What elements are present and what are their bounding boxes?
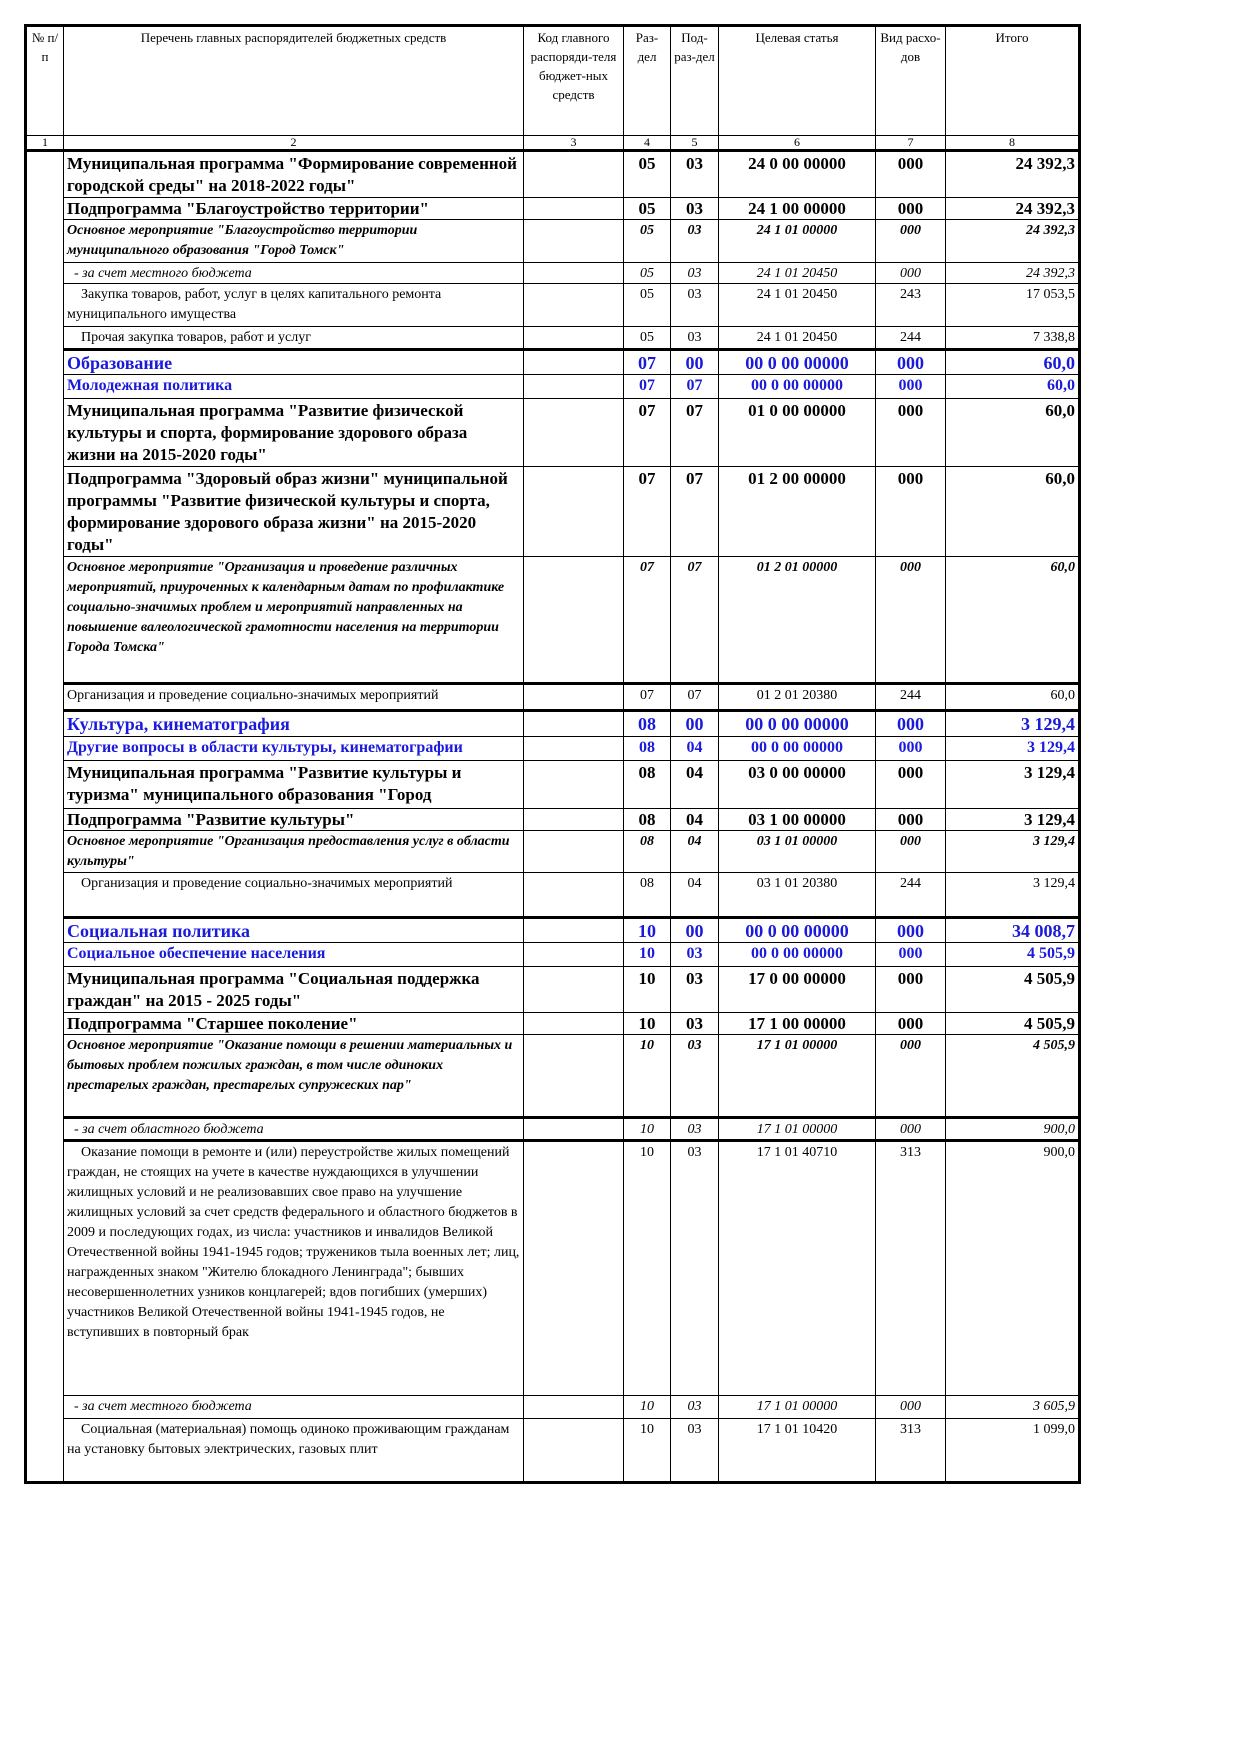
row-name: - за счет местного бюджета (64, 263, 524, 284)
target-article: 01 2 01 20380 (719, 684, 876, 711)
manager-code (524, 918, 624, 943)
row-name: Муниципальная программа "Развитие физической культуры и спорта, формирование здорового образа жизни на 2015-2020 годы" (64, 399, 524, 467)
row-number (26, 761, 64, 809)
target-article: 03 1 01 00000 (719, 831, 876, 873)
column-number: 3 (524, 136, 624, 151)
podrazdel: 07 (671, 399, 719, 467)
podrazdel: 07 (671, 467, 719, 557)
razdel: 05 (624, 151, 671, 198)
table-row (26, 809, 1080, 831)
target-article: 24 0 00 00000 (719, 151, 876, 198)
table-row (26, 761, 1080, 809)
row-total: 60,0 (946, 350, 1080, 375)
row-name: Социальная (материальная) помощь одиноко проживающим гражданам на установку бытовых электрических, газовых плит (64, 1419, 524, 1483)
podrazdel: 03 (671, 284, 719, 327)
row-total: 3 129,4 (946, 711, 1080, 737)
row-total: 60,0 (946, 684, 1080, 711)
row-total: 3 129,4 (946, 873, 1080, 918)
razdel: 05 (624, 284, 671, 327)
manager-code (524, 151, 624, 198)
row-number (26, 684, 64, 711)
target-article: 01 2 01 00000 (719, 557, 876, 684)
expense-type: 244 (876, 684, 946, 711)
row-total: 3 129,4 (946, 761, 1080, 809)
row-total: 3 129,4 (946, 831, 1080, 873)
expense-type: 000 (876, 711, 946, 737)
podrazdel: 03 (671, 220, 719, 263)
table-row (26, 327, 1080, 350)
target-article: 00 0 00 00000 (719, 711, 876, 737)
row-total: 3 129,4 (946, 737, 1080, 761)
target-article: 03 1 00 00000 (719, 809, 876, 831)
table-row (26, 1013, 1080, 1035)
row-name: Прочая закупка товаров, работ и услуг (64, 327, 524, 350)
manager-code (524, 198, 624, 220)
row-number (26, 967, 64, 1013)
expense-type: 000 (876, 399, 946, 467)
row-number (26, 831, 64, 873)
expense-type: 000 (876, 375, 946, 399)
manager-code (524, 1419, 624, 1483)
razdel: 10 (624, 1141, 671, 1396)
row-number (26, 943, 64, 967)
row-total: 24 392,3 (946, 198, 1080, 220)
row-number (26, 198, 64, 220)
row-total: 60,0 (946, 375, 1080, 399)
manager-code (524, 761, 624, 809)
expense-type: 000 (876, 350, 946, 375)
target-article: 00 0 00 00000 (719, 943, 876, 967)
row-total: 4 505,9 (946, 967, 1080, 1013)
manager-code (524, 684, 624, 711)
razdel: 08 (624, 737, 671, 761)
razdel: 10 (624, 1035, 671, 1118)
target-article: 24 1 01 00000 (719, 220, 876, 263)
expense-type: 000 (876, 943, 946, 967)
target-article: 24 1 01 20450 (719, 263, 876, 284)
razdel: 05 (624, 220, 671, 263)
row-number (26, 327, 64, 350)
table-row (26, 263, 1080, 284)
podrazdel: 03 (671, 1396, 719, 1419)
podrazdel: 03 (671, 151, 719, 198)
row-number (26, 1118, 64, 1141)
target-article: 17 1 01 40710 (719, 1141, 876, 1396)
row-name: - за счет местного бюджета (64, 1396, 524, 1419)
row-total: 3 605,9 (946, 1396, 1080, 1419)
razdel: 08 (624, 831, 671, 873)
row-number (26, 284, 64, 327)
expense-type: 243 (876, 284, 946, 327)
podrazdel: 03 (671, 1141, 719, 1396)
manager-code (524, 1035, 624, 1118)
row-total: 7 338,8 (946, 327, 1080, 350)
manager-code (524, 263, 624, 284)
row-number (26, 711, 64, 737)
expense-type: 000 (876, 761, 946, 809)
expense-type: 244 (876, 873, 946, 918)
expense-type: 000 (876, 831, 946, 873)
column-number: 4 (624, 136, 671, 151)
row-number (26, 220, 64, 263)
table-row (26, 220, 1080, 263)
row-number (26, 350, 64, 375)
manager-code (524, 711, 624, 737)
row-number (26, 1141, 64, 1396)
row-total: 24 392,3 (946, 263, 1080, 284)
expense-type: 000 (876, 918, 946, 943)
razdel: 07 (624, 375, 671, 399)
column-number-row (26, 136, 1080, 151)
row-number (26, 375, 64, 399)
row-name: Муниципальная программа "Формирование современной городской среды" на 2018-2022 годы" (64, 151, 524, 198)
expense-type: 313 (876, 1141, 946, 1396)
row-name: Муниципальная программа "Развитие культуры и туризма" муниципального образования "Город (64, 761, 524, 809)
row-number (26, 467, 64, 557)
row-total: 60,0 (946, 399, 1080, 467)
target-article: 24 1 00 00000 (719, 198, 876, 220)
razdel: 07 (624, 399, 671, 467)
row-name: Основное мероприятие "Организация и проведение различных мероприятий, приуроченных к календарным датам по профилактике социально-значимых проблем и мероприятий направленных на повышение валеологической грамотности населения на территории Города Томска" (64, 557, 524, 684)
row-name: Социальная политика (64, 918, 524, 943)
row-name: Организация и проведение социально-значимых мероприятий (64, 684, 524, 711)
row-total: 24 392,3 (946, 220, 1080, 263)
table-row (26, 284, 1080, 327)
expense-type: 000 (876, 1035, 946, 1118)
manager-code (524, 1118, 624, 1141)
table-row (26, 684, 1080, 711)
column-number: 7 (876, 136, 946, 151)
table-row (26, 1118, 1080, 1141)
target-article: 24 1 01 20450 (719, 327, 876, 350)
header-razdel: Раз-дел (624, 26, 671, 136)
budget-table (24, 24, 1081, 1484)
row-total: 17 053,5 (946, 284, 1080, 327)
manager-code (524, 1396, 624, 1419)
target-article: 03 1 01 20380 (719, 873, 876, 918)
row-name: Подпрограмма "Благоустройство территории" (64, 198, 524, 220)
row-name: Подпрограмма "Здоровый образ жизни" муниципальной программы "Развитие физической культуры и спорта, формирование здорового образа жизни" на 2015-2020 годы" (64, 467, 524, 557)
table-row (26, 1419, 1080, 1483)
row-number (26, 1396, 64, 1419)
column-number: 5 (671, 136, 719, 151)
header-name: Перечень главных распорядителей бюджетных средств (64, 26, 524, 136)
target-article: 24 1 01 20450 (719, 284, 876, 327)
row-total: 4 505,9 (946, 1013, 1080, 1035)
row-name: - за счет областного бюджета (64, 1118, 524, 1141)
table-row (26, 375, 1080, 399)
row-number (26, 557, 64, 684)
table-row (26, 151, 1080, 198)
row-name: Социальное обеспечение населения (64, 943, 524, 967)
table-row (26, 831, 1080, 873)
table-row (26, 943, 1080, 967)
row-name: Культура, кинематография (64, 711, 524, 737)
razdel: 05 (624, 198, 671, 220)
podrazdel: 03 (671, 1419, 719, 1483)
row-name: Другие вопросы в области культуры, кинематографии (64, 737, 524, 761)
column-number: 1 (26, 136, 64, 151)
razdel: 07 (624, 467, 671, 557)
target-article: 01 2 00 00000 (719, 467, 876, 557)
table-row (26, 399, 1080, 467)
header-podrazdel: Под-раз-дел (671, 26, 719, 136)
manager-code (524, 873, 624, 918)
razdel: 10 (624, 1396, 671, 1419)
razdel: 07 (624, 350, 671, 375)
podrazdel: 03 (671, 263, 719, 284)
podrazdel: 04 (671, 737, 719, 761)
header-expense-type: Вид расхо-дов (876, 26, 946, 136)
target-article: 17 1 01 00000 (719, 1035, 876, 1118)
row-name: Основное мероприятие "Оказание помощи в решении материальных и бытовых проблем пожилых граждан, в том числе одиноких престарелых граждан, престарелых супружеских пар" (64, 1035, 524, 1118)
podrazdel: 07 (671, 684, 719, 711)
row-number (26, 1013, 64, 1035)
row-number (26, 1419, 64, 1483)
razdel: 08 (624, 809, 671, 831)
row-number (26, 151, 64, 198)
header-number: № п/п (26, 26, 64, 136)
target-article: 00 0 00 00000 (719, 375, 876, 399)
podrazdel: 03 (671, 327, 719, 350)
expense-type: 000 (876, 737, 946, 761)
row-number (26, 399, 64, 467)
podrazdel: 03 (671, 198, 719, 220)
row-name: Оказание помощи в ремонте и (или) переустройстве жилых помещений граждан, не стоящих на учете в качестве нуждающихся в улучшении жилищных условий и не реализовавших свое право на улучшение жилищных условий за счет средств федерального и областного бюджетов в 2009 и последующих годах, из числа: участников и инвалидов Великой Отечественной войны 1941-1945 годов; тружеников тыла военных лет; лиц, награжденных знаком "Жителю блокадного Ленинграда"; бывших несовершеннолетних узников концлагерей; вдов погибших (умерших) участников Великой Отечественной войны 1941-1945 годов, не вступивших в повторный брак (64, 1141, 524, 1396)
row-total: 900,0 (946, 1141, 1080, 1396)
manager-code (524, 1141, 624, 1396)
manager-code (524, 1013, 624, 1035)
header-target-article: Целевая статья (719, 26, 876, 136)
table-row (26, 873, 1080, 918)
podrazdel: 04 (671, 809, 719, 831)
podrazdel: 07 (671, 375, 719, 399)
row-number (26, 1035, 64, 1118)
row-total: 1 099,0 (946, 1419, 1080, 1483)
razdel: 05 (624, 327, 671, 350)
manager-code (524, 375, 624, 399)
expense-type: 000 (876, 1118, 946, 1141)
podrazdel: 04 (671, 873, 719, 918)
table-row (26, 557, 1080, 684)
table-row (26, 467, 1080, 557)
header-total: Итого (946, 26, 1080, 136)
podrazdel: 00 (671, 918, 719, 943)
razdel: 08 (624, 761, 671, 809)
table-row (26, 198, 1080, 220)
razdel: 10 (624, 967, 671, 1013)
row-number (26, 737, 64, 761)
podrazdel: 03 (671, 1013, 719, 1035)
razdel: 08 (624, 873, 671, 918)
razdel: 05 (624, 263, 671, 284)
podrazdel: 03 (671, 1035, 719, 1118)
razdel: 07 (624, 684, 671, 711)
header-manager-code: Код главного распоряди-теля бюджет-ных средств (524, 26, 624, 136)
column-number: 8 (946, 136, 1080, 151)
razdel: 10 (624, 943, 671, 967)
podrazdel: 04 (671, 831, 719, 873)
table-row (26, 1035, 1080, 1118)
table-row (26, 1141, 1080, 1396)
row-number (26, 809, 64, 831)
row-number (26, 263, 64, 284)
podrazdel: 03 (671, 1118, 719, 1141)
manager-code (524, 284, 624, 327)
expense-type: 000 (876, 1013, 946, 1035)
header-row (26, 26, 1080, 136)
podrazdel: 04 (671, 761, 719, 809)
manager-code (524, 809, 624, 831)
row-name: Основное мероприятие "Организация предоставления услуг в области культуры" (64, 831, 524, 873)
expense-type: 000 (876, 198, 946, 220)
manager-code (524, 737, 624, 761)
podrazdel: 03 (671, 943, 719, 967)
row-total: 60,0 (946, 467, 1080, 557)
row-name: Муниципальная программа "Социальная поддержка граждан" на 2015 - 2025 годы" (64, 967, 524, 1013)
target-article: 00 0 00 00000 (719, 918, 876, 943)
row-total: 4 505,9 (946, 943, 1080, 967)
table-row (26, 737, 1080, 761)
razdel: 10 (624, 1118, 671, 1141)
target-article: 17 1 01 00000 (719, 1396, 876, 1419)
target-article: 17 0 00 00000 (719, 967, 876, 1013)
manager-code (524, 327, 624, 350)
row-name: Подпрограмма "Развитие культуры" (64, 809, 524, 831)
table-row (26, 711, 1080, 737)
target-article: 01 0 00 00000 (719, 399, 876, 467)
row-name: Организация и проведение социально-значимых мероприятий (64, 873, 524, 918)
row-name: Образование (64, 350, 524, 375)
expense-type: 244 (876, 327, 946, 350)
target-article: 17 1 01 10420 (719, 1419, 876, 1483)
expense-type: 000 (876, 220, 946, 263)
column-number: 2 (64, 136, 524, 151)
target-article: 17 1 01 00000 (719, 1118, 876, 1141)
manager-code (524, 967, 624, 1013)
podrazdel: 00 (671, 350, 719, 375)
expense-type: 000 (876, 557, 946, 684)
row-total: 24 392,3 (946, 151, 1080, 198)
expense-type: 313 (876, 1419, 946, 1483)
column-number: 6 (719, 136, 876, 151)
razdel: 10 (624, 1013, 671, 1035)
row-name: Закупка товаров, работ, услуг в целях капитального ремонта муниципального имущества (64, 284, 524, 327)
manager-code (524, 467, 624, 557)
target-article: 00 0 00 00000 (719, 350, 876, 375)
row-number (26, 873, 64, 918)
manager-code (524, 350, 624, 375)
razdel: 07 (624, 557, 671, 684)
row-total: 3 129,4 (946, 809, 1080, 831)
expense-type: 000 (876, 809, 946, 831)
razdel: 10 (624, 1419, 671, 1483)
table-row (26, 350, 1080, 375)
row-total: 60,0 (946, 557, 1080, 684)
target-article: 17 1 00 00000 (719, 1013, 876, 1035)
expense-type: 000 (876, 967, 946, 1013)
row-name: Молодежная политика (64, 375, 524, 399)
target-article: 03 0 00 00000 (719, 761, 876, 809)
razdel: 08 (624, 711, 671, 737)
podrazdel: 00 (671, 711, 719, 737)
expense-type: 000 (876, 1396, 946, 1419)
manager-code (524, 943, 624, 967)
table-row (26, 967, 1080, 1013)
expense-type: 000 (876, 263, 946, 284)
table-row (26, 1396, 1080, 1419)
manager-code (524, 399, 624, 467)
razdel: 10 (624, 918, 671, 943)
table-body (26, 151, 1080, 1483)
manager-code (524, 557, 624, 684)
manager-code (524, 831, 624, 873)
row-total: 900,0 (946, 1118, 1080, 1141)
row-name: Подпрограмма "Старшее поколение" (64, 1013, 524, 1035)
row-total: 4 505,9 (946, 1035, 1080, 1118)
row-number (26, 918, 64, 943)
expense-type: 000 (876, 467, 946, 557)
expense-type: 000 (876, 151, 946, 198)
table-row (26, 918, 1080, 943)
row-name: Основное мероприятие "Благоустройство территории муниципального образования "Город Томск" (64, 220, 524, 263)
manager-code (524, 220, 624, 263)
podrazdel: 03 (671, 967, 719, 1013)
row-total: 34 008,7 (946, 918, 1080, 943)
podrazdel: 07 (671, 557, 719, 684)
target-article: 00 0 00 00000 (719, 737, 876, 761)
